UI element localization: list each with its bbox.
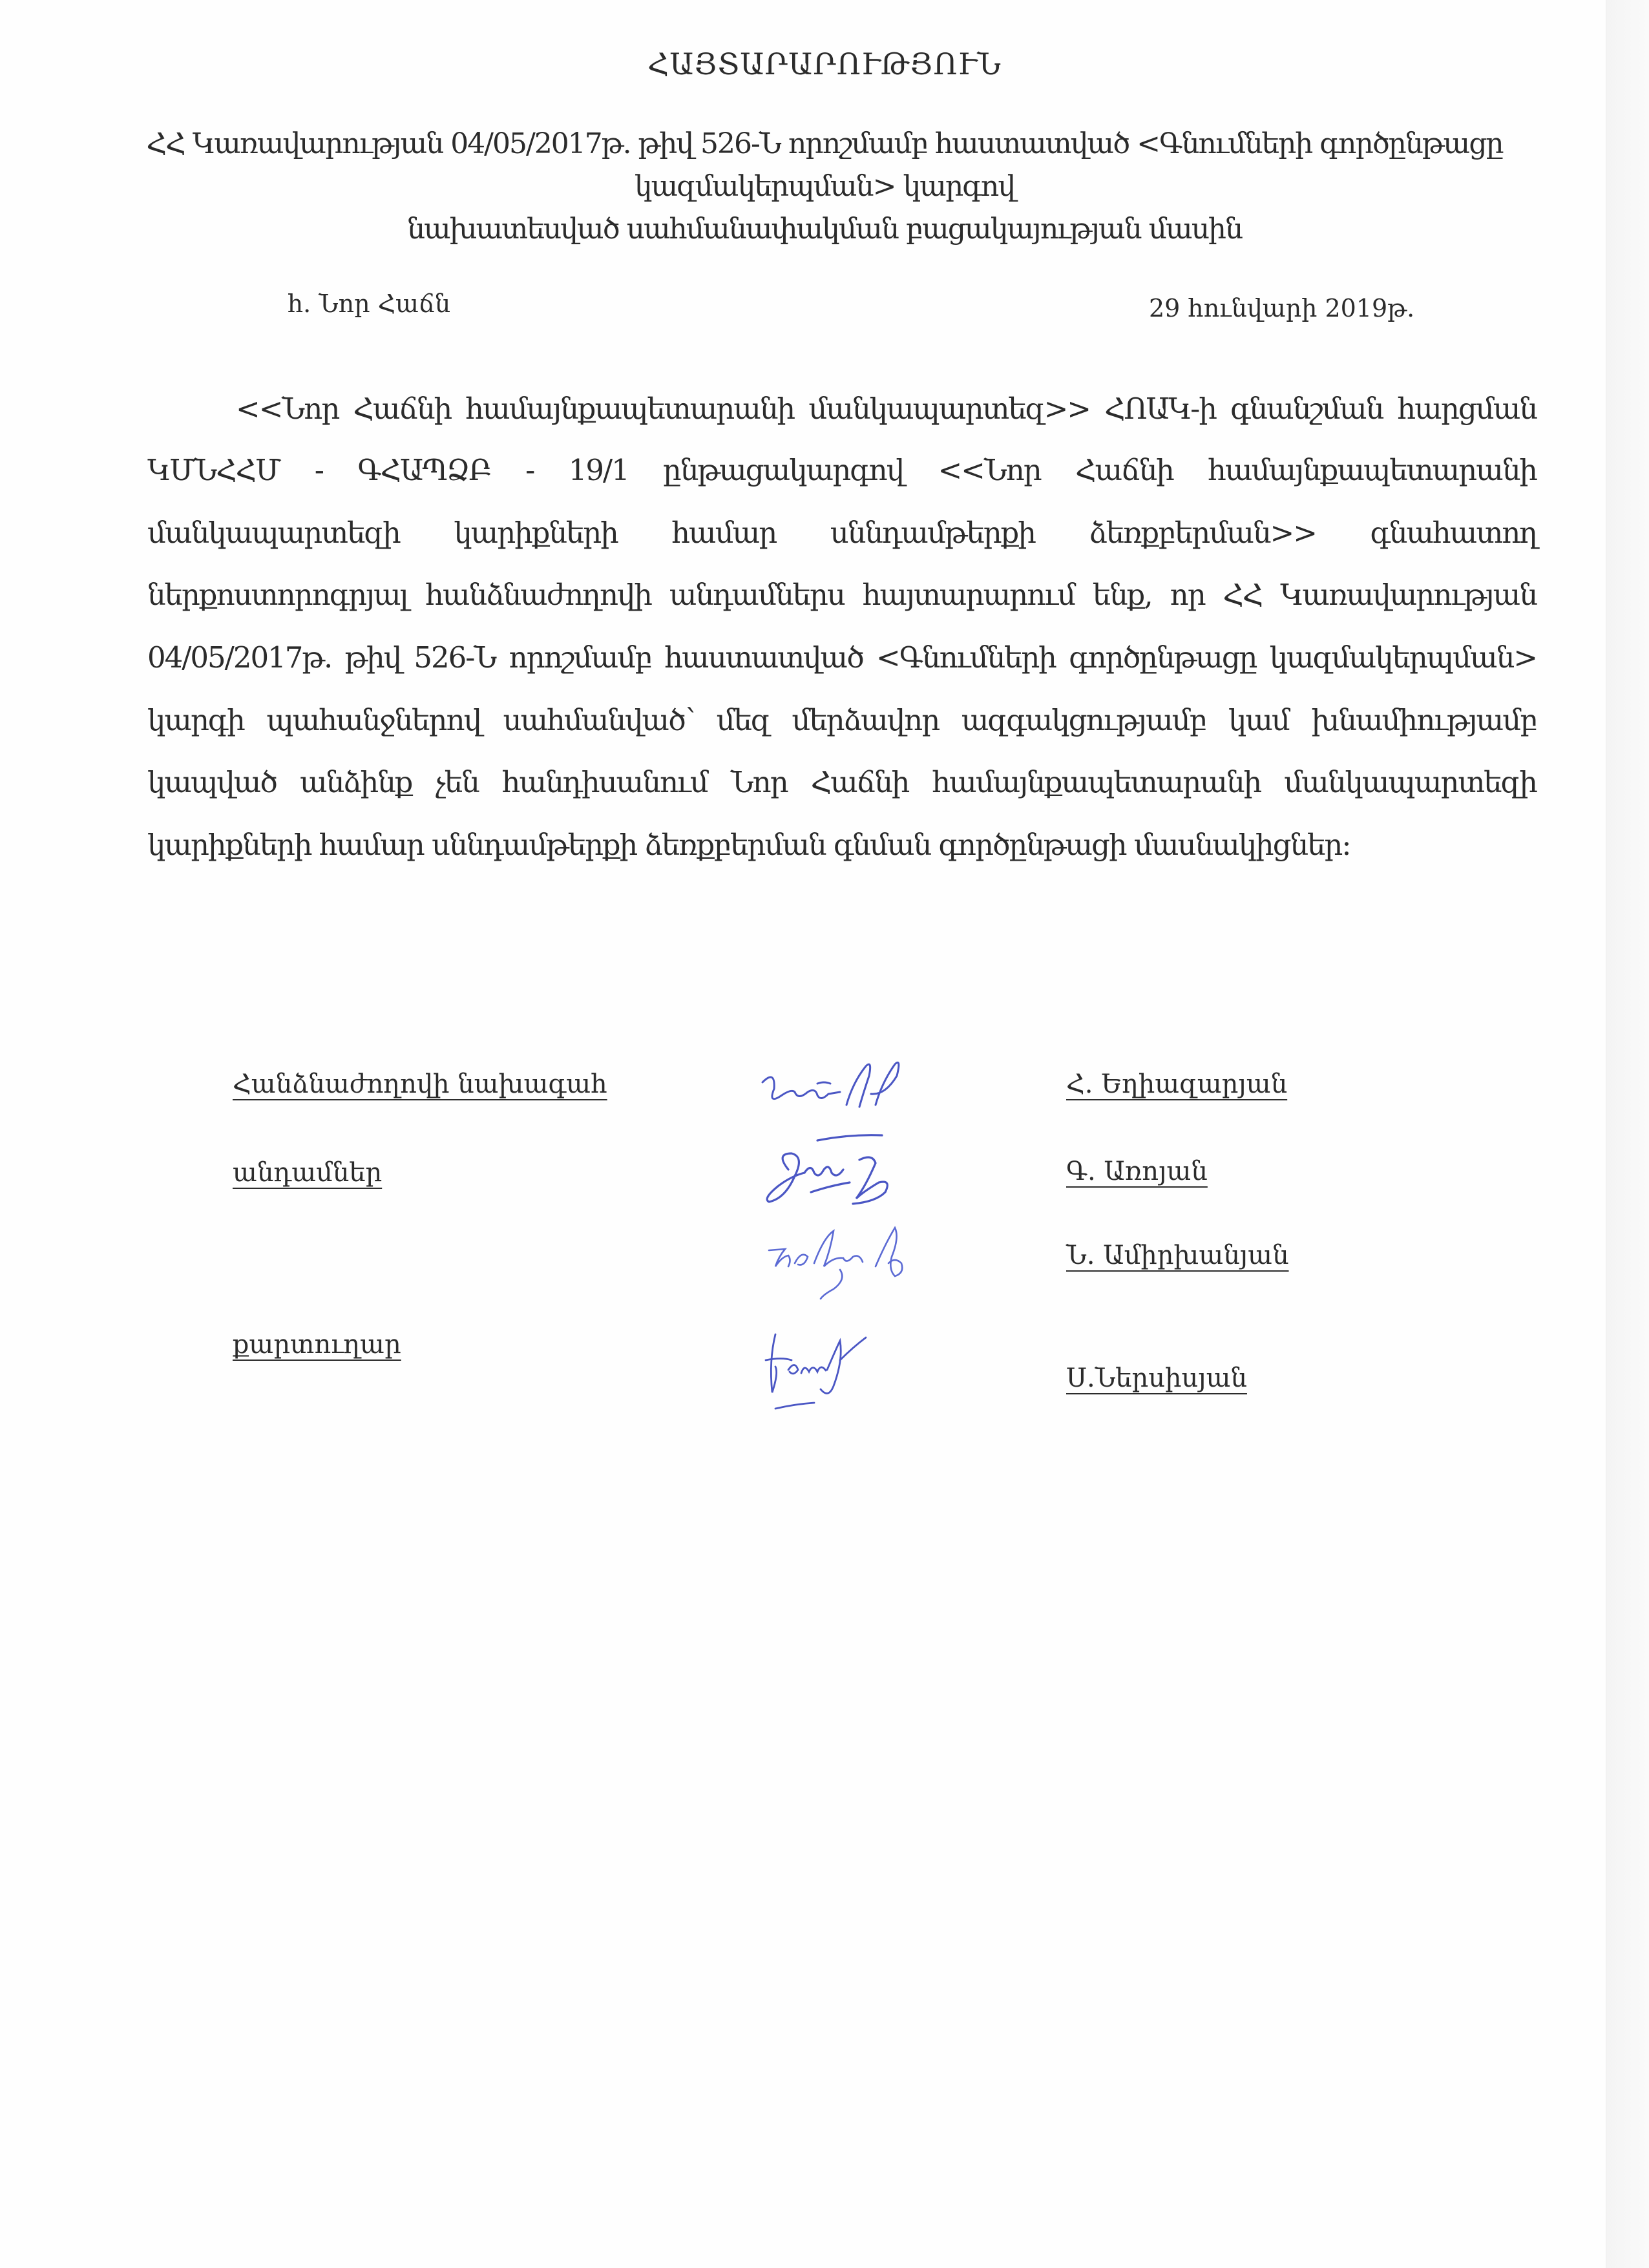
body-line: կարիքների համար սննդամթերքի ձեռքբերման գնման գործընթացի մասնակիցներ: xyxy=(147,828,1350,862)
member-name: Ս.Ներսիսյան xyxy=(1066,1363,1247,1393)
body-line: ԿՄՆՀՀՄ - ԳՀԱՊՁԲ - 19/1 ընթացակարգով <<Նոր Հաճնի համայնքապետարանի xyxy=(147,453,1537,487)
scanner-edge-shadow xyxy=(1606,0,1649,2268)
signature-member-1 xyxy=(753,1121,921,1218)
body-line: մանկապարտեզի կարիքների համար սննդամթերքի ձեռքբերման>> գնահատող xyxy=(147,516,1537,550)
member-name: Հ. Եղիազարյան xyxy=(1066,1069,1288,1099)
role-members-label: անդամներ xyxy=(233,1158,383,1188)
body-line: ներքոստորոգրյալ հանձնաժողովի անդամներս հայտարարում ենք, որ ՀՀ Կառավարության xyxy=(147,578,1537,612)
subtitle-line-2: կազմակերպման> կարգով xyxy=(634,170,1015,203)
body-line: <<Նոր Հաճնի համայնքապետարանի մանկապարտեզ>> ՀՈԱԿ-ի գնանշման հարցման xyxy=(236,392,1537,426)
role-chair-label: Հանձնաժողովի նախագահ xyxy=(233,1069,607,1099)
subtitle-line-1: ՀՀ Կառավարության 04/05/2017թ. թիվ 526-Ն որոշմամբ հաստատված <Գնումների գործընթացը xyxy=(146,127,1503,160)
signature-secretary xyxy=(756,1321,885,1412)
role-secretary-label: քարտուղար xyxy=(233,1330,401,1360)
member-name: Գ. Առոյան xyxy=(1066,1157,1208,1186)
body-line: կարգի պահանջներով սահմանված՝ մեզ մերձավոր ազգակցությամբ կամ խնամիությամբ xyxy=(147,703,1537,737)
document-title: ՀԱՅՏԱՐԱՐՈՒԹՅՈՒՆ xyxy=(647,47,1002,81)
member-name: Ն. Ամիրխանյան xyxy=(1066,1241,1289,1270)
body-line: 04/05/2017թ. թիվ 526-Ն որոշմամբ հաստատված <Գնումների գործընթացը կազմակերպման> xyxy=(147,640,1537,675)
signature-chair xyxy=(756,1056,924,1115)
subtitle-line-3: նախատեսված սահմանափակման բացակայության մասին xyxy=(407,213,1242,246)
document-date: 29 հունվարի 2019թ. xyxy=(1149,294,1415,322)
body-line: կապված անձինք չեն հանդիսանում Նոր Հաճնի համայնքապետարանի մանկապարտեզի xyxy=(147,765,1537,799)
signature-member-2 xyxy=(762,1218,930,1302)
document-place: հ. Նոր Հաճն xyxy=(288,289,451,318)
